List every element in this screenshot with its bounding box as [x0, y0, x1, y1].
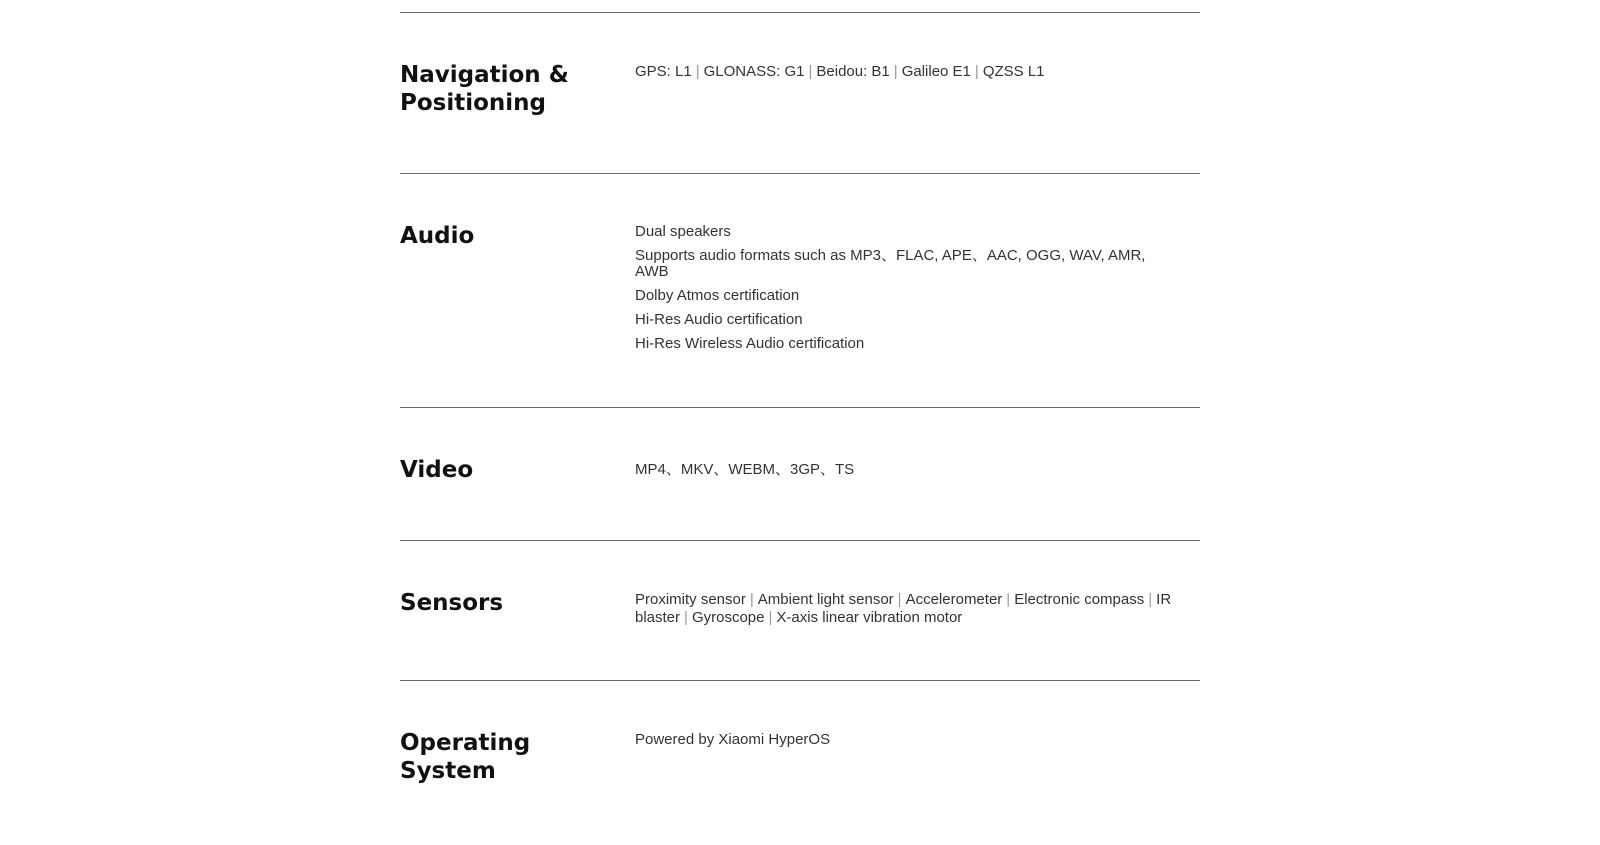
spec-item: Galileo E1 — [901, 63, 971, 80]
section-title: Operating System — [400, 730, 531, 784]
spec-section-operating-system — [400, 681, 1200, 845]
spec-text: MP4、MKV、WEBM、3GP、TS — [635, 461, 855, 478]
spec-item: QZSS L1 — [982, 63, 1045, 80]
separator: | — [695, 63, 700, 80]
separator: | — [897, 591, 902, 608]
separator: | — [893, 63, 898, 80]
spec-section-sensors — [400, 541, 1200, 680]
separator: | — [1006, 591, 1011, 608]
section-title: Sensors — [400, 590, 504, 616]
spec-item: Electronic compass — [1014, 591, 1145, 608]
section-body — [635, 458, 1175, 479]
spec-line: Hi-Res Wireless Audio certification — [635, 335, 865, 352]
section-body — [635, 731, 1175, 748]
spec-item: Gyroscope — [691, 609, 765, 626]
spec-section-video — [400, 408, 1200, 540]
separator: | — [768, 609, 773, 626]
spec-text: Powered by Xiaomi HyperOS — [635, 731, 831, 748]
spec-section-navigation — [400, 13, 1200, 173]
spec-section-audio — [400, 174, 1200, 407]
separator: | — [684, 609, 688, 626]
spec-line: Dolby Atmos certification — [635, 287, 800, 304]
spec-item: X-axis linear vibration motor — [776, 609, 963, 626]
spec-item: Accelerometer — [905, 591, 1003, 608]
spec-item: GLONASS: G1 — [703, 63, 805, 80]
spec-item: Ambient light sensor — [757, 591, 894, 608]
section-body — [635, 224, 1155, 360]
section-body — [635, 63, 1175, 81]
section-title: Audio — [400, 223, 475, 249]
section-title: Video — [400, 457, 474, 483]
spec-item: IR blaster — [635, 591, 1172, 626]
separator: | — [974, 63, 979, 80]
spec-item: Proximity sensor — [635, 591, 746, 608]
spec-item: GPS: L1 — [635, 63, 692, 80]
separator: | — [749, 591, 754, 608]
spec-line: Dual speakers — [635, 223, 731, 240]
spec-item: Beidou: B1 — [816, 63, 890, 80]
spec-line: Hi-Res Audio certification — [635, 311, 803, 328]
separator: | — [808, 63, 813, 80]
separator: | — [1148, 591, 1153, 608]
spec-line: Supports audio formats such as MP3、FLAC, APE、AAC, OGG, WAV, AMR, AWB — [635, 247, 1146, 280]
section-body — [635, 591, 1175, 627]
section-title: Navigation & Positioning — [400, 62, 569, 116]
